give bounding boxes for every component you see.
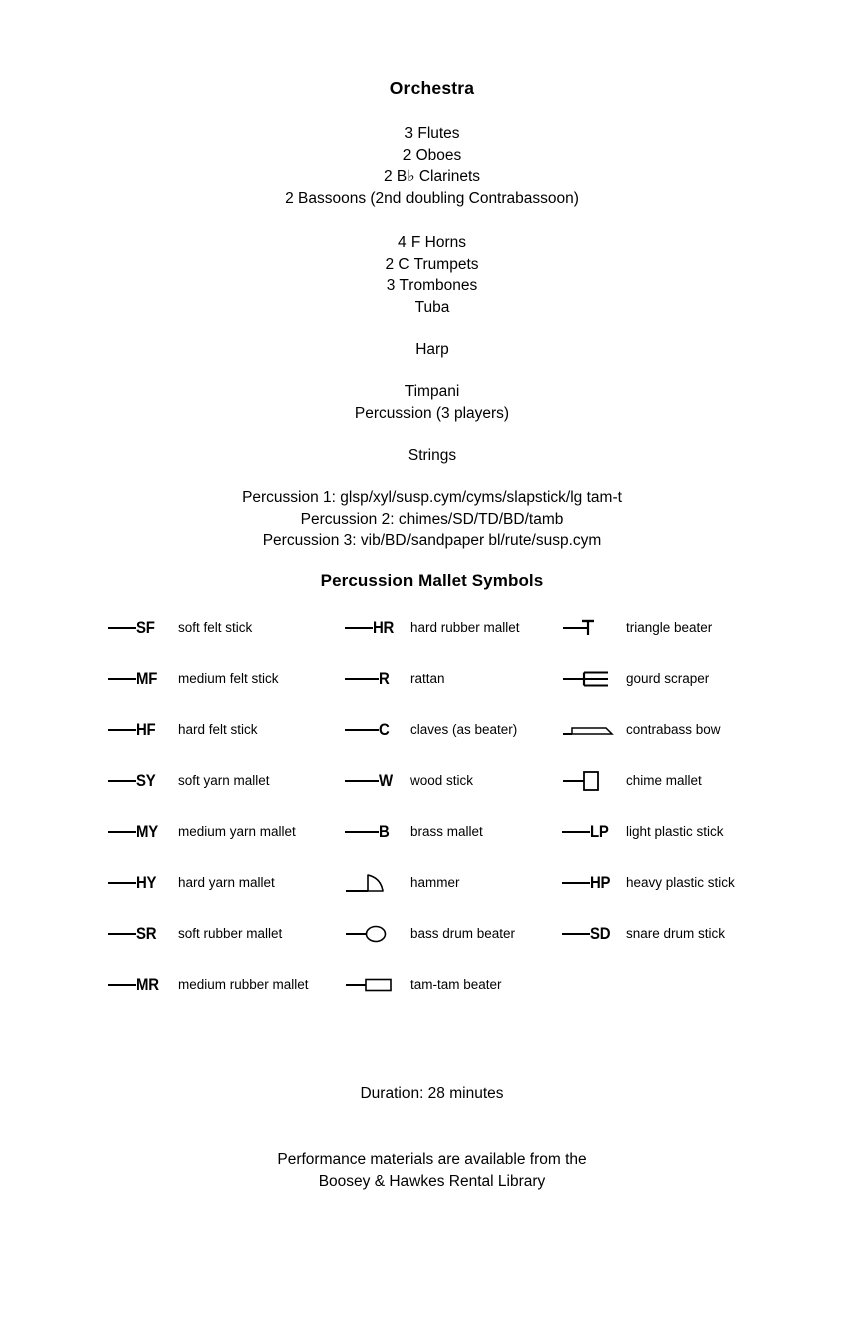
rectangle-head-icon (345, 968, 403, 1002)
percussion-player-line: Percussion 2: chimes/SD/TD/BD/tamb (300, 510, 564, 528)
mallet-label: soft felt stick (178, 619, 253, 635)
mallet-label: claves (as beater) (410, 721, 518, 737)
shaft-code-icon (108, 662, 166, 696)
page-title: Orchestra (389, 78, 475, 98)
legend-row (562, 806, 735, 857)
legend-row (108, 857, 309, 908)
mallet-code: MR (136, 975, 159, 994)
shaft-code-icon (345, 815, 403, 849)
mallet-label: hard rubber mallet (410, 619, 520, 635)
mallet-code: R (379, 669, 390, 688)
section-title-mallet-symbols: Percussion Mallet Symbols (320, 571, 544, 590)
mallet-code: MF (136, 669, 158, 688)
mallet-symbol-legend (0, 602, 864, 1002)
mallet-label: hard felt stick (178, 721, 258, 737)
shaft-code-icon (108, 866, 166, 900)
instrument-line: Percussion (3 players) (354, 404, 510, 422)
mallet-label: medium rubber mallet (178, 976, 309, 992)
mallet-label: soft yarn mallet (178, 772, 270, 788)
instrumentation-strings (0, 445, 864, 467)
legend-row (108, 806, 309, 857)
legend-row (562, 755, 735, 806)
mallet-code: HY (136, 873, 157, 892)
ellipse-head-icon (345, 917, 403, 951)
bow-trapezoid-icon (562, 713, 624, 747)
percussion-player-line: Percussion 3: vib/BD/sandpaper bl/rute/susp.cym (262, 532, 602, 549)
mallet-legend-column-3 (562, 602, 735, 959)
credit-line: Boosey & Hawkes Rental Library (318, 1173, 546, 1190)
instrumentation-harp (0, 339, 864, 361)
shaft-code-icon (108, 764, 166, 798)
legend-row (345, 755, 520, 806)
mallet-label: soft rubber mallet (178, 925, 283, 941)
shaft-code-icon (562, 917, 624, 951)
shaft-code-icon (345, 713, 403, 747)
hammer-wedge-icon (345, 866, 403, 900)
mallet-label: heavy plastic stick (626, 874, 735, 890)
duration-text: Duration: 28 minutes (360, 1085, 504, 1102)
mallet-label: brass mallet (410, 823, 483, 839)
legend-row (345, 857, 520, 908)
mallet-label: triangle beater (626, 619, 713, 635)
mallet-code: SF (136, 618, 155, 637)
instrument-line: 4 F Horns (397, 234, 467, 251)
mallet-label: light plastic stick (626, 823, 724, 839)
instrumentation-woodwinds (0, 123, 864, 209)
mallet-code: HR (373, 618, 395, 637)
shaft-code-icon (345, 662, 403, 696)
mallet-code: SD (590, 924, 611, 943)
mallet-legend-column-1 (108, 602, 309, 1010)
mallet-label: gourd scraper (626, 670, 710, 686)
mallet-label: rattan (410, 670, 445, 686)
legend-row (562, 908, 735, 959)
credit-line: Performance materials are available from the (277, 1151, 587, 1168)
legend-row (345, 602, 520, 653)
instrument-line: 3 Trombones (386, 277, 478, 294)
mallet-code: MY (136, 822, 158, 841)
instrument-line: 2 Oboes (402, 146, 462, 164)
shaft-code-icon (108, 917, 166, 951)
mallet-label: chime mallet (626, 772, 702, 788)
mallet-label: hard yarn mallet (178, 874, 275, 890)
legend-row (562, 602, 735, 653)
mallet-legend-column-2 (345, 602, 520, 1010)
legend-row (108, 602, 309, 653)
mallet-label: hammer (410, 874, 460, 890)
shaft-code-icon (345, 764, 403, 798)
mallet-code: B (379, 822, 390, 841)
instrument-line: 3 Flutes (404, 125, 460, 142)
instrument-line: Harp (415, 341, 449, 358)
mallet-code: SR (136, 924, 157, 943)
instrument-line: 2 Bassoons (2nd doubling Contrabassoon) (285, 189, 579, 207)
legend-row (108, 653, 309, 704)
upright-rect-icon (562, 764, 624, 798)
mallet-label: bass drum beater (410, 925, 516, 941)
mallet-code: HP (590, 873, 611, 892)
instrument-line: 2 C Trumpets (385, 255, 479, 273)
rental-library-credit (0, 1149, 864, 1193)
mallet-code: HF (136, 720, 156, 739)
shaft-code-icon (108, 713, 166, 747)
shaft-code-icon (345, 611, 403, 645)
legend-row (345, 653, 520, 704)
legend-row (562, 704, 735, 755)
triple-line-icon (562, 662, 624, 696)
legend-row (562, 857, 735, 908)
legend-row (562, 653, 735, 704)
mallet-label: contrabass bow (626, 721, 721, 737)
legend-row (345, 704, 520, 755)
percussion-breakdown (0, 487, 864, 552)
instrumentation-percussion (0, 381, 864, 424)
legend-row (345, 806, 520, 857)
percussion-player-line: Percussion 1: glsp/xyl/susp.cym/cyms/slapstick/lg tam-t (242, 489, 622, 506)
mallet-code: C (379, 720, 390, 739)
mallet-code: W (379, 771, 393, 790)
mallet-label: medium felt stick (178, 670, 279, 686)
instrument-line: Strings (407, 447, 457, 464)
mallet-label: wood stick (410, 772, 474, 788)
mallet-label: snare drum stick (626, 925, 726, 941)
shaft-code-icon (108, 968, 166, 1002)
legend-row (108, 755, 309, 806)
instrument-line: 2 B♭ Clarinets (383, 168, 481, 185)
legend-row (108, 959, 309, 1010)
legend-row (108, 908, 309, 959)
legend-row (108, 704, 309, 755)
mallet-code: SY (136, 771, 156, 790)
shaft-code-icon (108, 611, 166, 645)
shaft-code-icon (108, 815, 166, 849)
instrument-line: Timpani (404, 383, 460, 400)
mallet-label: medium yarn mallet (178, 823, 296, 839)
tee-bar-icon (562, 611, 624, 645)
mallet-label: tam-tam beater (410, 976, 502, 992)
instrument-line: Tuba (414, 298, 450, 316)
legend-row (345, 908, 520, 959)
mallet-code: LP (590, 822, 609, 841)
shaft-code-icon (562, 815, 624, 849)
instrumentation-brass (0, 232, 864, 318)
shaft-code-icon (562, 866, 624, 900)
legend-row (345, 959, 520, 1010)
